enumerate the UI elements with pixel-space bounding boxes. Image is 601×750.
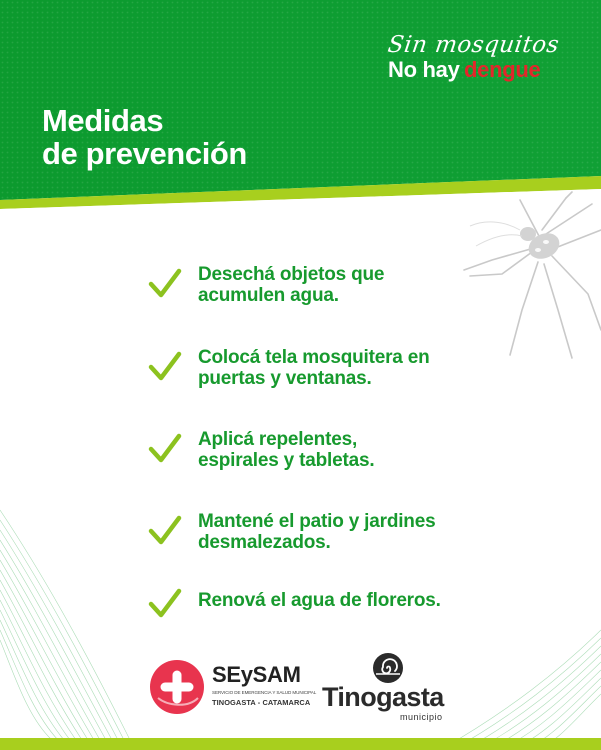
slogan-dengue: dengue — [464, 57, 541, 82]
seysam-logo — [148, 658, 318, 718]
measure-line-2: desmalezados. — [198, 532, 331, 553]
slogan-no-hay: No hay — [388, 57, 460, 82]
check-mark-icon — [148, 268, 182, 298]
decorative-lines-left — [0, 490, 140, 740]
measure-text — [198, 347, 488, 389]
tinogasta-logo — [318, 652, 468, 722]
spiral-logo — [370, 652, 406, 684]
check-mark-icon — [148, 351, 182, 381]
tinogasta-subtitle: municipio — [400, 712, 443, 722]
measure-line-1: Colocá tela mosquitera en — [198, 347, 430, 368]
seysam-location: TINOGASTA - CATAMARCA — [212, 698, 311, 707]
measure-line-2: acumulen agua. — [198, 285, 339, 306]
header-band — [0, 0, 601, 210]
measure-line-1: Renová el agua de floreros. — [198, 590, 441, 611]
measure-text — [198, 429, 488, 471]
measure-text — [198, 590, 488, 611]
measure-line-1: Mantené el patio y jardines — [198, 511, 436, 532]
measure-line-2: espirales y tabletas. — [198, 450, 375, 471]
medical-cross-logo — [148, 658, 206, 716]
title-line-1: Medidas — [42, 103, 164, 138]
slogan-line-1: Sin mosquitos — [386, 32, 561, 58]
seysam-name: SEySAM — [212, 662, 301, 687]
measure-line-2: puertas y ventanas. — [198, 368, 372, 389]
bottom-stripe — [0, 738, 601, 750]
page-title — [42, 104, 247, 170]
title-line-2: de prevención — [42, 136, 247, 171]
measure-line-1: Desechá objetos que — [198, 264, 385, 285]
measure-text — [198, 511, 488, 553]
check-mark-icon — [148, 433, 182, 463]
seysam-subtitle: SERVICIO DE EMERGENCIA Y SALUD MUNICIPAL — [212, 690, 317, 695]
slogan — [388, 32, 578, 85]
tinogasta-name: Tinogasta — [322, 682, 444, 712]
measure-text — [198, 264, 488, 306]
check-mark-icon — [148, 588, 182, 618]
measure-line-1: Aplicá repelentes, — [198, 429, 358, 450]
check-mark-icon — [148, 515, 182, 545]
slogan-line-2 — [388, 58, 578, 85]
